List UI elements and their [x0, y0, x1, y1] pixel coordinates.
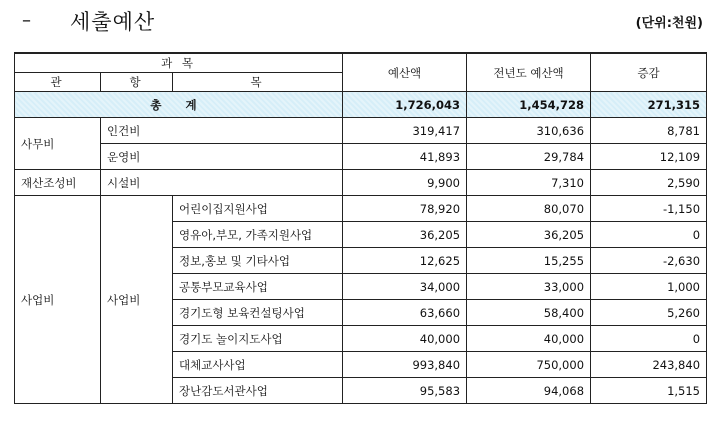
mok-cell: 정보,홍보 및 기타사업 [173, 248, 343, 274]
prev-budget-cell: 94,068 [467, 378, 591, 404]
prev-budget-cell: 80,070 [467, 196, 591, 222]
change-cell: 8,781 [591, 118, 707, 144]
page-title: 세출예산 [70, 10, 156, 34]
prev-budget-cell: 58,400 [467, 300, 591, 326]
total-row [15, 92, 707, 118]
gwan-cell: 사무비 [15, 118, 101, 170]
prev-budget-cell: 29,784 [467, 144, 591, 170]
hang-cell: 시설비 [101, 170, 343, 196]
change-cell: 243,840 [591, 352, 707, 378]
hang-cell: 사업비 [101, 196, 173, 404]
budget-cell: 319,417 [343, 118, 467, 144]
mok-cell: 경기도 놀이지도사업 [173, 326, 343, 352]
prev-budget-cell: 15,255 [467, 248, 591, 274]
budget-cell: 36,205 [343, 222, 467, 248]
budget-cell: 78,920 [343, 196, 467, 222]
total-prev-budget: 1,454,728 [467, 92, 591, 118]
change-cell: -2,630 [591, 248, 707, 274]
budget-cell: 9,900 [343, 170, 467, 196]
mok-cell: 영유아,부모, 가족지원사업 [173, 222, 343, 248]
budget-cell: 41,893 [343, 144, 467, 170]
change-cell: -1,150 [591, 196, 707, 222]
mok-cell: 대체교사사업 [173, 352, 343, 378]
change-cell: 0 [591, 222, 707, 248]
prev-budget-cell: 36,205 [467, 222, 591, 248]
hang-cell: 운영비 [101, 144, 343, 170]
mok-cell: 장난감도서관사업 [173, 378, 343, 404]
change-cell: 2,590 [591, 170, 707, 196]
budget-cell: 40,000 [343, 326, 467, 352]
change-cell: 1,000 [591, 274, 707, 300]
prev-budget-cell: 33,000 [467, 274, 591, 300]
gwan-cell: 재산조성비 [15, 170, 101, 196]
header-mok: 목 [173, 73, 343, 92]
header-group-subject: 과 목 [15, 53, 343, 73]
table-row [15, 118, 707, 144]
table-row [15, 144, 707, 170]
header-gwan: 관 [15, 73, 101, 92]
prev-budget-cell: 40,000 [467, 326, 591, 352]
prev-budget-cell: 7,310 [467, 170, 591, 196]
header-budget: 예산액 [343, 53, 467, 92]
budget-cell: 993,840 [343, 352, 467, 378]
mok-cell: 공통부모교육사업 [173, 274, 343, 300]
change-cell: 5,260 [591, 300, 707, 326]
budget-table [14, 52, 707, 404]
table-row [15, 196, 707, 222]
header-hang: 항 [101, 73, 173, 92]
prev-budget-cell: 750,000 [467, 352, 591, 378]
title-dash: – [22, 10, 31, 31]
total-budget: 1,726,043 [343, 92, 467, 118]
unit-label: (단위:천원) [635, 16, 703, 31]
change-cell: 0 [591, 326, 707, 352]
total-label: 총 계 [15, 92, 343, 118]
total-change: 271,315 [591, 92, 707, 118]
hang-cell: 인건비 [101, 118, 343, 144]
budget-cell: 12,625 [343, 248, 467, 274]
header-change: 증감 [591, 53, 707, 92]
header-prev-budget: 전년도 예산액 [467, 53, 591, 92]
prev-budget-cell: 310,636 [467, 118, 591, 144]
change-cell: 1,515 [591, 378, 707, 404]
budget-cell: 63,660 [343, 300, 467, 326]
table-row [15, 170, 707, 196]
mok-cell: 경기도형 보육컨설팅사업 [173, 300, 343, 326]
change-cell: 12,109 [591, 144, 707, 170]
gwan-cell: 사업비 [15, 196, 101, 404]
budget-cell: 95,583 [343, 378, 467, 404]
budget-cell: 34,000 [343, 274, 467, 300]
mok-cell: 어린이집지원사업 [173, 196, 343, 222]
